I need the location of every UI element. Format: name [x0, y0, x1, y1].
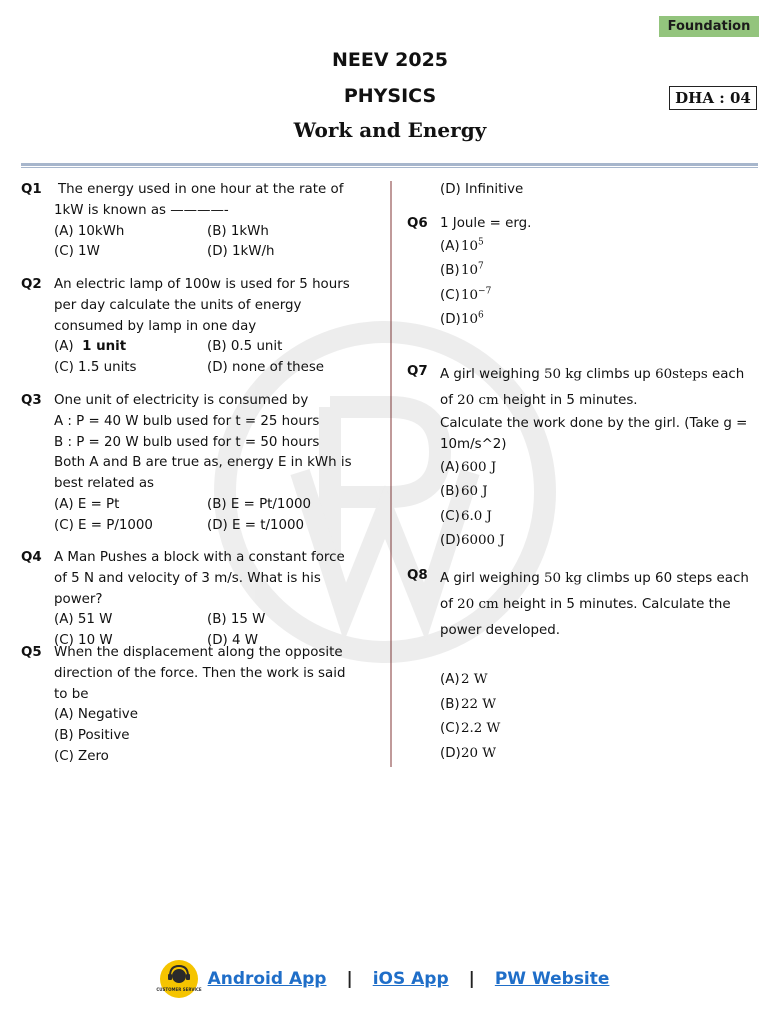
option-b: (B) E = Pt/1000	[207, 496, 311, 512]
svg-text:CUSTOMER SERVICE: CUSTOMER SERVICE	[155, 987, 202, 992]
option-b: (B) 1kWh	[207, 223, 269, 239]
question-4	[21, 548, 361, 652]
option-a: (A) 1 unit	[54, 339, 127, 355]
level-badge: Foundation	[659, 16, 759, 37]
option-a-value: 1 unit	[82, 339, 127, 355]
question-7	[407, 362, 752, 554]
question-number: Q2	[21, 277, 42, 292]
question-line-3: B : P = 20 W bulb used for t = 50 hours	[54, 434, 320, 450]
option-a: (A) 51 W	[54, 612, 113, 628]
option-a: $(A)10^5$	[440, 237, 484, 254]
option-d: $(D)10^6$	[440, 310, 484, 328]
option-b: (B) 0.5 unit	[207, 339, 283, 355]
option-b: $(B)10^7$	[440, 261, 484, 279]
option-a: (A) E = Pt	[54, 496, 120, 512]
question-2	[21, 275, 361, 379]
header-divider-thin	[21, 167, 758, 168]
question-line-2: A : P = 40 W bulb used for t = 25 hours	[54, 413, 320, 429]
subject-title: PHYSICS	[343, 85, 437, 107]
option-b: (B)60 J	[440, 484, 488, 500]
header-divider	[21, 163, 758, 166]
option-d: (D)20 W	[440, 745, 497, 761]
question-3	[21, 391, 361, 537]
question-line-1: One unit of electricity is consumed by	[54, 393, 309, 408]
pw-website-link[interactable]: PW Website	[494, 969, 610, 989]
question-line-4: Both A and B are true as, energy E in kWh is best related as	[54, 455, 352, 492]
footer-links	[0, 959, 768, 999]
question-text: A girl weighing 50 kg climbs up 60 steps each of 20 cm height in 5 minutes. Calculate the power developed.	[440, 571, 749, 638]
footer-separator: |	[468, 969, 475, 989]
option-d: (D) E = t/1000	[207, 517, 305, 533]
option-c: (C) 10 W	[54, 633, 113, 649]
ios-app-link[interactable]: iOS App	[372, 969, 449, 989]
option-b: (B)22 W	[440, 696, 497, 712]
question-instruction: Calculate the work done by the girl. (Take g = 10m/s^2)	[440, 416, 748, 452]
option-d: (D) Infinitive	[440, 182, 524, 197]
question-text: The energy used in one hour at the rate of 1kW is known as ————-	[54, 182, 344, 218]
option-b: (B) Positive	[54, 728, 130, 744]
question-number: Q7	[407, 364, 428, 379]
android-app-link[interactable]: Android App	[207, 969, 327, 989]
option-c: (C)6.0 J	[440, 508, 492, 524]
option-c: (C)2.2 W	[440, 721, 501, 736]
option-d: (D)6000 J	[440, 533, 505, 549]
option-a: (A)600 J	[440, 459, 497, 475]
question-number: Q1	[21, 182, 42, 197]
option-c: (C) Zero	[54, 748, 109, 764]
question-text: A girl weighing 50 kg climbs up 60steps each of 20 cm height in 5 minutes.	[440, 367, 745, 408]
question-5	[21, 643, 361, 768]
question-1	[21, 180, 361, 263]
option-c: (C) 1.5 units	[54, 360, 137, 376]
option-c: (C) 1W	[54, 244, 100, 260]
option-a: (A)2 W	[440, 672, 488, 687]
question-5-option-d	[407, 180, 752, 201]
question-text: A Man Pushes a block with a constant force of 5 N and velocity of 3 m/s. What is his power?	[54, 550, 345, 607]
exam-title: NEEV 2025	[331, 49, 449, 71]
customer-service-icon	[155, 959, 202, 999]
question-number: Q8	[407, 568, 428, 583]
sheet-code: DHA : 04	[669, 86, 757, 110]
question-8	[407, 566, 752, 766]
footer-separator: |	[346, 969, 353, 989]
question-6	[407, 214, 752, 333]
option-c: $(C)10^{-7}$	[440, 286, 492, 303]
option-d: (D) none of these	[207, 360, 325, 376]
question-text: An electric lamp of 100w is used for 5 hours per day calculate the units of energy consumed by lamp in one day	[54, 277, 350, 334]
option-a: (A) 10kWh	[54, 223, 125, 239]
question-number: Q6	[407, 216, 428, 231]
question-text: 1 Joule = erg.	[440, 216, 532, 231]
option-b: (B) 15 W	[207, 612, 266, 628]
question-number: Q5	[21, 645, 42, 660]
option-d: (D) 4 W	[207, 633, 259, 649]
option-d: (D) 1kW/h	[207, 244, 275, 260]
question-text: When the displacement along the opposite direction of the force. Then the work is said to be	[54, 645, 346, 702]
option-c: (C) E = P/1000	[54, 517, 153, 533]
option-a: (A) Negative	[54, 707, 138, 723]
question-number: Q3	[21, 393, 42, 408]
topic-title: Work and Energy	[293, 118, 487, 142]
question-number: Q4	[21, 550, 42, 565]
